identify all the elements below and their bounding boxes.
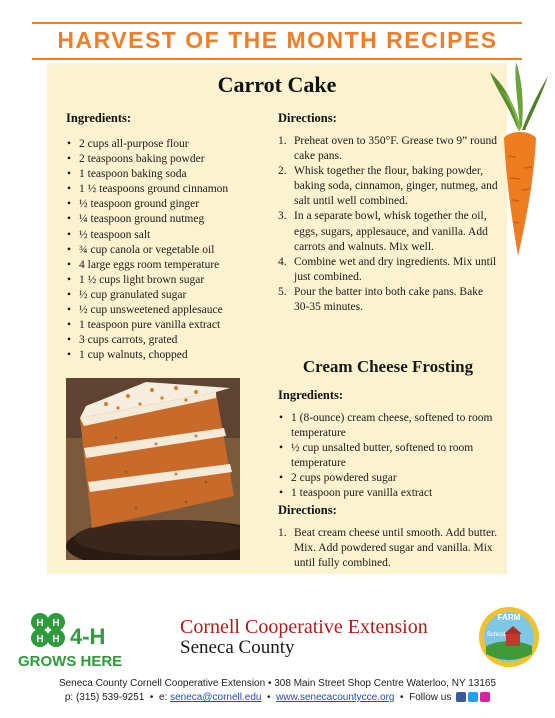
- list-item: • ½ cup unsalted butter, softened to room temperature: [278, 441, 498, 471]
- facebook-icon[interactable]: [456, 692, 466, 702]
- list-item: • 1 (8-ounce) cream cheese, softened to room temperature: [278, 411, 498, 441]
- direction-step: [278, 209, 498, 254]
- cake-photo: [66, 378, 240, 560]
- frosting-title: Cream Cheese Frosting: [302, 357, 474, 376]
- step-text: Preheat oven to 350°F. Grease two 9” round cake pans.: [294, 135, 497, 163]
- step-number: 3.: [278, 210, 287, 223]
- header-rule-top: [32, 22, 522, 24]
- list-item: • ¼ teaspoon ground nutmeg: [66, 212, 276, 227]
- page-title: HARVEST OF THE MONTH RECIPES: [57, 27, 498, 53]
- frosting-directions-heading: Directions:: [278, 503, 337, 517]
- svg-text:H: H: [36, 618, 44, 629]
- list-item: • 4 large eggs room temperature: [66, 258, 276, 273]
- list-item: • 3 cups carrots, grated: [66, 333, 276, 348]
- follow-label: Follow us: [409, 692, 452, 703]
- footer-email-label: e:: [159, 692, 168, 703]
- farm-to-school-logo: [478, 606, 540, 668]
- list-item: • 1 ½ cups light brown sugar: [66, 273, 276, 288]
- footer-address: Seneca County Cornell Cooperative Extension • 308 Main Street Shop Centre Waterloo, NY 13165: [58, 678, 497, 689]
- list-item: • 1 teaspoon pure vanilla extract: [66, 318, 276, 333]
- list-item: • 2 cups powdered sugar: [278, 471, 498, 486]
- 4h-logo: [18, 608, 138, 670]
- direction-step: [278, 285, 498, 315]
- email-link[interactable]: seneca@cornell.edu: [170, 692, 262, 703]
- list-item: • ½ cup granulated sugar: [66, 288, 276, 303]
- frosting-ingredients-list: [278, 411, 498, 502]
- step-number: 4.: [278, 255, 287, 268]
- svg-text:H: H: [36, 634, 44, 645]
- step-text: Whisk together the flour, baking powder, baking soda, cinnamon, ginger, nutmeg, and salt until well combined.: [294, 165, 498, 208]
- footer-contact: p: (315) 539-9251 • e: seneca@cornell.edu • www.senecacountycce.org • Follow us: [0, 692, 555, 703]
- step-number: 5.: [278, 285, 287, 298]
- 4h-logo-sub: GROWS HERE: [18, 653, 123, 670]
- list-item: • 1 teaspoon baking soda: [66, 167, 276, 182]
- footer-phone: p: (315) 539-9251: [64, 692, 145, 703]
- step-text: Beat cream cheese until smooth. Add butter. Mix. Add powdered sugar and vanilla. Mix until fully combined.: [294, 527, 498, 570]
- header-rule-bottom: [32, 58, 522, 60]
- list-item: • 1 ½ teaspoons ground cinnamon: [66, 182, 276, 197]
- frosting-ingredients-heading: Ingredients:: [278, 388, 344, 402]
- step-number: 2.: [278, 165, 287, 178]
- direction-step: [278, 164, 498, 209]
- frosting-directions-list: [278, 526, 498, 571]
- list-item: • ½ teaspoon ground ginger: [66, 197, 276, 212]
- twitter-icon[interactable]: [468, 692, 478, 702]
- instagram-icon[interactable]: [480, 692, 490, 702]
- recipe-title: Carrot Cake: [217, 72, 337, 97]
- cce-name: Cornell Cooperative Extension: [180, 616, 428, 638]
- list-item: • ½ cup unsweetened applesauce: [66, 303, 276, 318]
- list-item: • 2 cups all-purpose flour: [66, 137, 276, 152]
- cce-county: Seneca County: [180, 637, 295, 658]
- svg-text:H: H: [52, 634, 60, 645]
- step-text: Pour the batter into both cake pans. Bake 30-35 minutes.: [294, 285, 484, 314]
- list-item: • ¾ cup canola or vegetable oil: [66, 243, 276, 258]
- step-text: In a separate bowl, whisk together the oil, eggs, sugars, applesauce, and vanilla. Add carrots and walnuts. Mix well.: [294, 210, 488, 253]
- farm-logo-text: FARM: [497, 613, 521, 622]
- svg-text:H: H: [52, 618, 60, 629]
- list-item: • 1 cup walnuts, chopped: [66, 348, 276, 363]
- step-number: 1.: [278, 135, 287, 147]
- 4h-logo-text: 4-H: [70, 624, 106, 649]
- ingredients-list: [66, 137, 276, 363]
- direction-step: [278, 255, 498, 285]
- directions-list: [278, 134, 498, 315]
- list-item: • 2 teaspoons baking powder: [66, 152, 276, 167]
- step-text: Combine wet and dry ingredients. Mix until just combined.: [294, 255, 497, 283]
- list-item: • 1 teaspoon pure vanilla extract: [278, 486, 498, 501]
- list-item: • ½ teaspoon salt: [66, 228, 276, 243]
- farm-logo-sub: School: [486, 632, 506, 638]
- direction-step: [278, 526, 498, 571]
- direction-step: [278, 134, 498, 164]
- directions-heading: Directions:: [278, 111, 337, 125]
- ingredients-heading: Ingredients:: [66, 111, 132, 125]
- step-number: 1.: [278, 527, 287, 539]
- website-link[interactable]: www.senecacountycce.org: [276, 692, 395, 703]
